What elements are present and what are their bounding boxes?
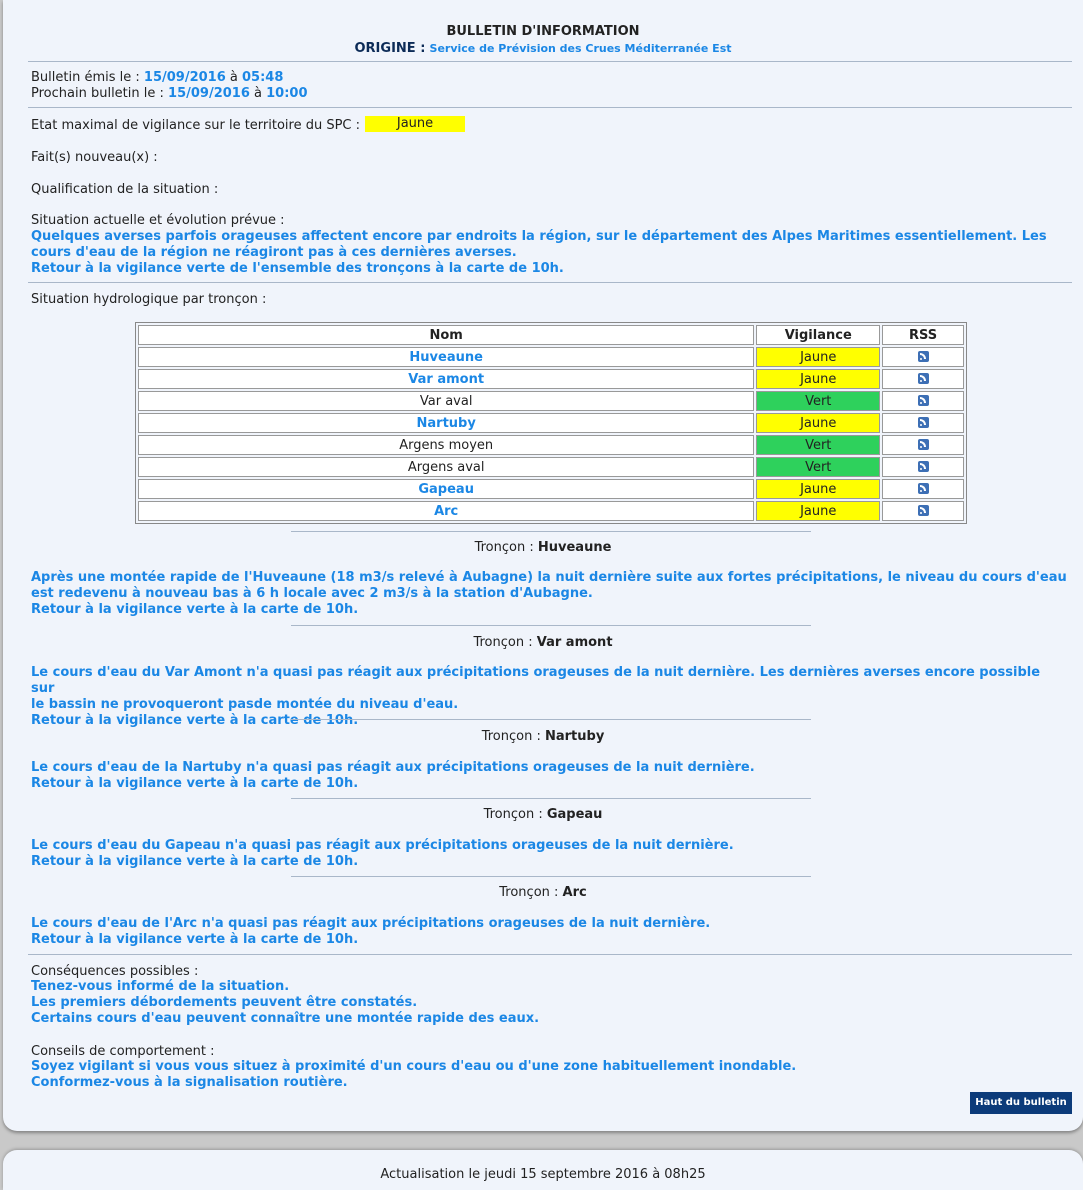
emission-line — [31, 70, 283, 85]
situation-label: Situation actuelle et évolution prévue : — [31, 213, 285, 228]
next-bulletin-line — [31, 86, 308, 101]
emitted-time: 05:48 — [242, 70, 284, 85]
rss-link[interactable] — [882, 347, 964, 367]
troncon-line: Le cours d'eau du Gapeau n'a quasi pas réagit aux précipitations orageuses de la nuit dernière. — [31, 838, 734, 853]
rss-icon[interactable] — [918, 461, 929, 472]
troncon-text-huveaune — [31, 570, 1067, 618]
origin-line — [3, 41, 1083, 56]
divider — [28, 107, 1072, 108]
rss-icon[interactable] — [918, 351, 929, 362]
troncon-label: Tronçon : — [483, 807, 543, 822]
troncon-link[interactable]: Gapeau — [138, 479, 754, 499]
vigilance-cell: Jaune — [756, 369, 880, 389]
origin-label: ORIGINE : — [354, 41, 426, 56]
troncon-line: Retour à la vigilance verte à la carte de 10h. — [31, 854, 359, 869]
col-vigilance: Vigilance — [756, 325, 880, 345]
troncon-heading-var-amont — [3, 635, 1083, 650]
conseil-item: Conformez-vous à la signalisation routière. — [31, 1075, 348, 1090]
troncon-line: Après une montée rapide de l'Huveaune (18 m3/s relevé à Aubagne) la nuit dernière suite aux fortes précipitations, le niveau du cours d'eau — [31, 570, 1067, 585]
rss-icon[interactable] — [918, 417, 929, 428]
table-header-row — [138, 325, 964, 345]
situation-text — [31, 229, 1067, 277]
rss-link[interactable] — [882, 413, 964, 433]
rss-link[interactable] — [882, 435, 964, 455]
troncon-line: Retour à la vigilance verte à la carte de 10h. — [31, 713, 359, 728]
next-label: Prochain bulletin le : — [31, 86, 164, 101]
consequence-item: Les premiers débordements peuvent être constatés. — [31, 995, 418, 1010]
troncon-label: Tronçon : — [473, 635, 533, 650]
situation-line: cours d'eau de la région ne réagiront pas à ces dernières averses. — [31, 245, 517, 260]
hydro-label: Situation hydrologique par tronçon : — [31, 292, 267, 307]
troncon-label: Tronçon : — [481, 729, 541, 744]
update-timestamp: Actualisation le jeudi 15 septembre 2016 à 08h25 — [380, 1167, 706, 1182]
troncon-line: le bassin ne provoqueront pasde montée du niveau d'eau. — [31, 697, 459, 712]
troncon-heading-nartuby — [3, 729, 1083, 744]
divider — [28, 954, 1072, 955]
table-row — [138, 347, 964, 367]
next-time: 10:00 — [266, 86, 308, 101]
divider — [291, 876, 811, 877]
conseil-item: Soyez vigilant si vous vous situez à proximité d'un cours d'eau ou d'une zone habituellement inondable. — [31, 1059, 797, 1074]
divider — [291, 719, 811, 720]
table-row — [138, 457, 964, 477]
rss-icon[interactable] — [918, 505, 929, 516]
vigilance-cell: Vert — [756, 435, 880, 455]
troncon-label: Tronçon : — [474, 540, 534, 555]
troncon-line: Le cours d'eau du Var Amont n'a quasi pas réagit aux précipitations orageuses de la nuit dernière. Les dernières averses encore possible sur — [31, 665, 1041, 696]
vigilance-badge: Jaune — [365, 116, 465, 132]
table-row — [138, 391, 964, 411]
divider — [28, 61, 1072, 62]
situation-line: Quelques averses parfois orageuses affectent encore par endroits la région, sur le département des Alpes Maritimes essentiellement. Les — [31, 229, 1047, 244]
next-date: 15/09/2016 — [168, 86, 250, 101]
troncon-text-gapeau — [31, 838, 1067, 870]
troncon-text-nartuby — [31, 760, 1067, 792]
faits-label: Fait(s) nouveau(x) : — [31, 150, 158, 165]
vigilance-cell: Vert — [756, 457, 880, 477]
conseils-label: Conseils de comportement : — [31, 1044, 215, 1059]
table-row — [138, 479, 964, 499]
vigilance-cell: Jaune — [756, 347, 880, 367]
rss-icon[interactable] — [918, 395, 929, 406]
vigilance-label: Etat maximal de vigilance sur le territoire du SPC : — [31, 118, 361, 133]
troncon-link[interactable]: Arc — [138, 501, 754, 521]
troncon-name: Argens moyen — [138, 435, 754, 455]
troncon-name: Var amont — [536, 635, 613, 650]
origin-value: Service de Prévision des Crues Méditerranée Est — [429, 42, 732, 55]
table-row — [138, 369, 964, 389]
qualification-label: Qualification de la situation : — [31, 182, 219, 197]
next-at: à — [254, 86, 262, 101]
troncon-line: Retour à la vigilance verte à la carte de 10h. — [31, 932, 359, 947]
troncon-link[interactable]: Huveaune — [138, 347, 754, 367]
situation-line: Retour à la vigilance verte de l'ensemble des tronçons à la carte de 10h. — [31, 261, 564, 276]
vigilance-cell: Jaune — [756, 413, 880, 433]
troncon-heading-arc — [3, 885, 1083, 900]
rss-link[interactable] — [882, 479, 964, 499]
troncon-text-arc — [31, 916, 1067, 948]
emitted-at: à — [229, 70, 238, 85]
bulletin-panel — [3, 0, 1083, 1131]
emitted-label: Bulletin émis le : — [31, 70, 140, 85]
troncon-line: Le cours d'eau de la Nartuby n'a quasi pas réagit aux précipitations orageuses de la nuit dernière. — [31, 760, 755, 775]
footer-panel — [3, 1150, 1083, 1190]
troncon-line: Retour à la vigilance verte à la carte de 10h. — [31, 602, 359, 617]
troncon-line: Retour à la vigilance verte à la carte de 10h. — [31, 776, 359, 791]
troncon-name: Nartuby — [544, 729, 605, 744]
consequence-item: Certains cours d'eau peuvent connaître une montée rapide des eaux. — [31, 1011, 540, 1026]
vigilance-cell: Jaune — [756, 501, 880, 521]
divider — [291, 798, 811, 799]
rss-icon[interactable] — [918, 439, 929, 450]
col-nom: Nom — [138, 325, 754, 345]
troncon-link[interactable]: Var amont — [138, 369, 754, 389]
divider — [28, 282, 1072, 283]
rss-link[interactable] — [882, 391, 964, 411]
troncon-label: Tronçon : — [499, 885, 559, 900]
table-row — [138, 413, 964, 433]
consequence-item: Tenez-vous informé de la situation. — [31, 979, 290, 994]
vigilance-cell: Vert — [756, 391, 880, 411]
troncon-name: Var aval — [138, 391, 754, 411]
col-rss: RSS — [882, 325, 964, 345]
troncon-name: Argens aval — [138, 457, 754, 477]
troncon-heading-gapeau — [3, 807, 1083, 822]
troncon-table — [135, 322, 967, 524]
table-row — [138, 501, 964, 521]
conseils-list — [31, 1059, 1067, 1091]
consequences-list — [31, 979, 1067, 1027]
troncon-name: Huveaune — [537, 540, 612, 555]
table-row — [138, 435, 964, 455]
rss-link[interactable] — [882, 457, 964, 477]
troncon-line: est redevenu à nouveau bas à 6 h locale avec 2 m3/s à la station d'Aubagne. — [31, 586, 593, 601]
troncon-name: Gapeau — [546, 807, 603, 822]
troncon-name: Arc — [562, 885, 587, 900]
vigilance-cell: Jaune — [756, 479, 880, 499]
rss-link[interactable] — [882, 501, 964, 521]
divider — [291, 531, 811, 532]
rss-icon[interactable] — [918, 483, 929, 494]
troncon-heading-huveaune — [3, 540, 1083, 555]
rss-icon[interactable] — [918, 373, 929, 384]
consequences-label: Conséquences possibles : — [31, 964, 199, 979]
bulletin-title: BULLETIN D'INFORMATION — [446, 24, 640, 39]
emitted-date: 15/09/2016 — [143, 70, 226, 85]
divider — [291, 625, 811, 626]
troncon-link[interactable]: Nartuby — [138, 413, 754, 433]
troncon-line: Le cours d'eau de l'Arc n'a quasi pas réagit aux précipitations orageuses de la nuit dernière. — [31, 916, 711, 931]
back-to-top-button[interactable]: Haut du bulletin — [970, 1092, 1072, 1114]
rss-link[interactable] — [882, 369, 964, 389]
